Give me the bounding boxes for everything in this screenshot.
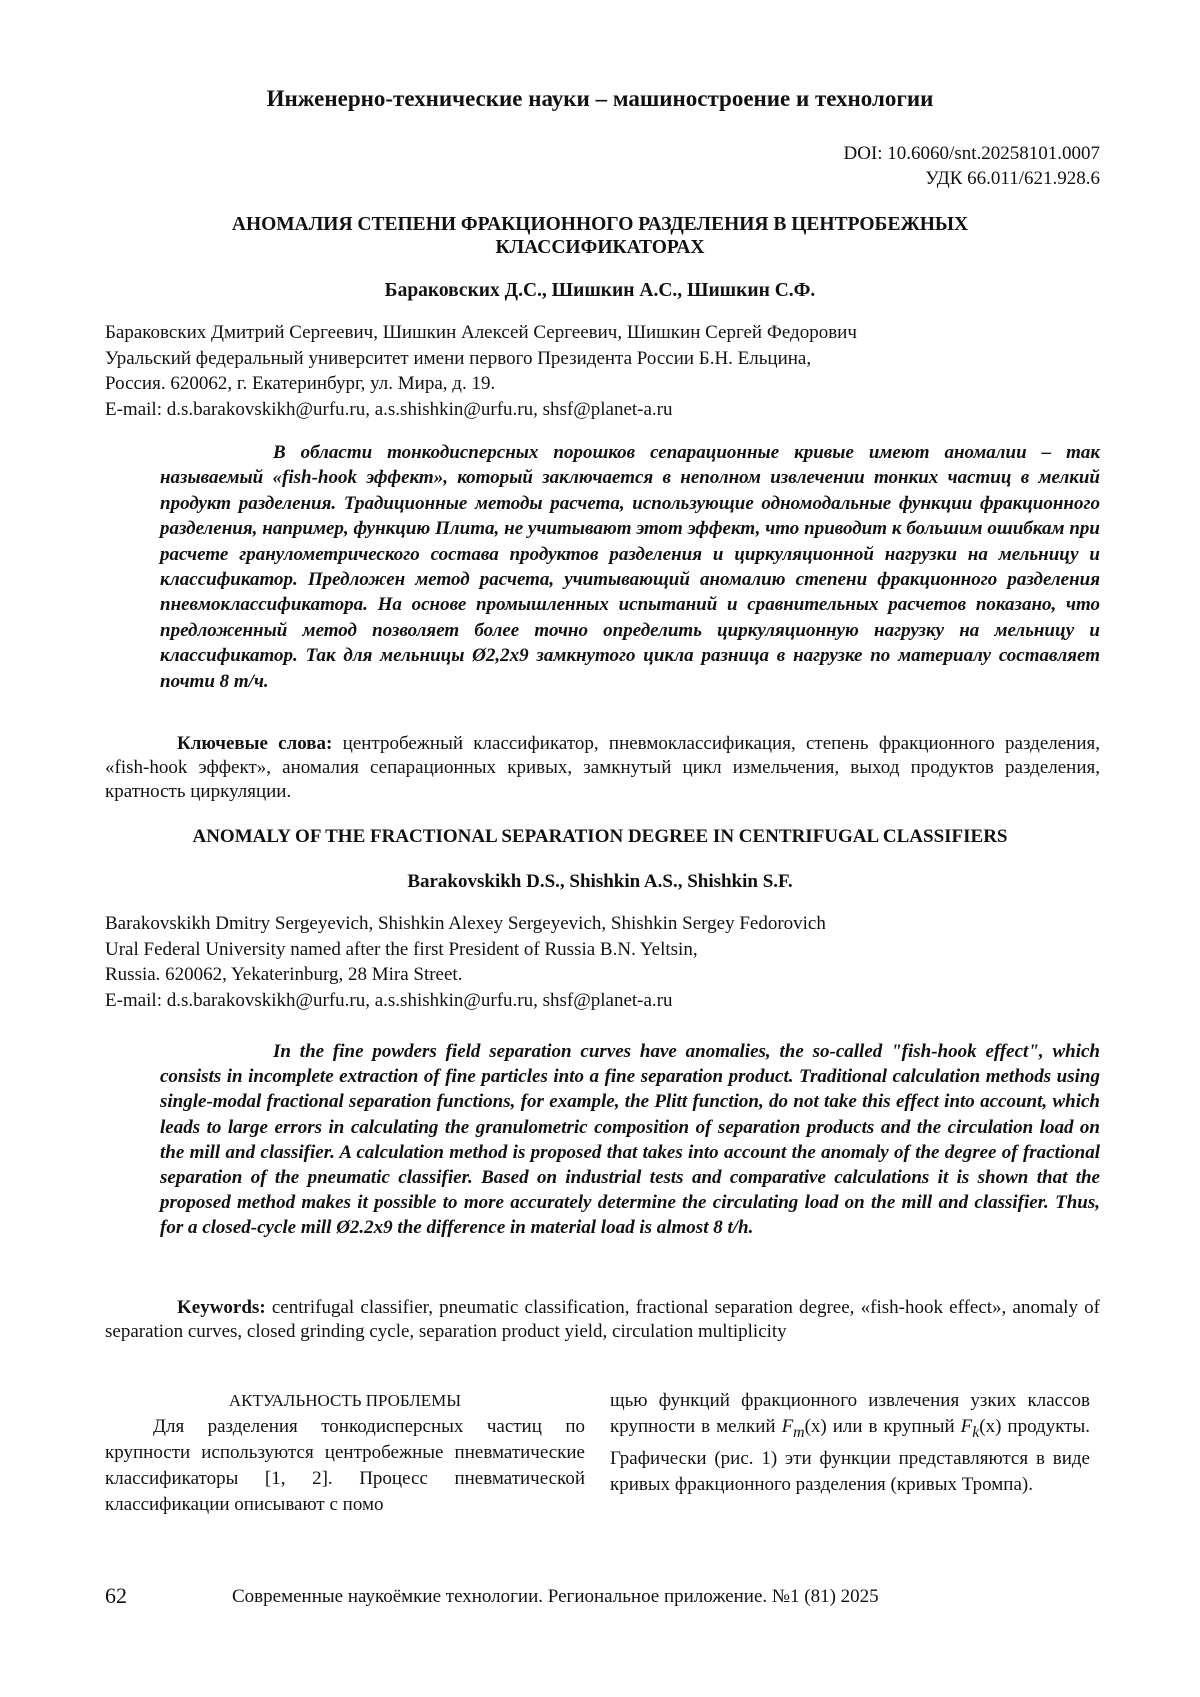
abstract-en: In the fine powders field separation curves have anomalies, the so-called "fish-hook effect", which consists in incomplete extraction of fine particles into a fine separation product. Traditional calculation methods using single-modal fractional separation functions, for example, the Plitt function, do not take this effect into account, which leads to large errors in calculating the granulometric composition of separation products and the circulation load on the mill and classifier. A calculation method is proposed that takes into account the anomaly of the degree of fractional separation of the pneumatic classifier. Based on industrial tests and comparative calculations it is shown that the proposed method makes it possible to more accurately determine the circulating load on the mill and classifier. Thus, for a closed-cycle mill Ø2.2x9 the difference in material load is almost 8 t/h.	[160, 1041, 1100, 1239]
section-heading: АКТУАЛЬНОСТЬ ПРОБЛЕМЫ	[228, 1391, 462, 1410]
affiliation-email: E-mail: d.s.barakovskikh@urfu.ru, a.s.shishkin@urfu.ru, shsf@planet-a.ru	[105, 398, 673, 420]
article-title-en: ANOMALY OF THE FRACTIONAL SEPARATION DEGREE IN CENTRIFUGAL CLASSIFIERS	[192, 826, 1008, 847]
body-text: продукты. Графически (рис. 1) эти функции представляются в виде кривых фракционного разделения (кривых Тромпа).	[610, 1416, 1091, 1495]
authors-en: Barakovskikh D.S., Shishkin A.S., Shishkin S.F.	[407, 871, 793, 892]
keywords-ru	[105, 732, 1100, 804]
body-text: или в крупный	[826, 1416, 961, 1437]
section-title: Инженерно-технические науки – машиностроение и технологии	[266, 86, 934, 111]
body-paragraph: щью функций фракционного извлечения узких классов крупности в мелкий $F_m(x)$ или в крупный $F_k(x)$ продукты. Графически (рис. 1) эти функции представляются в виде кривых фракционного разделения (кривых Тромпа).	[610, 1390, 1091, 1495]
article-title-ru-line2: КЛАССИФИКАТОРАХ	[495, 237, 705, 258]
formula-fk: $F_k$	[960, 1416, 980, 1441]
keywords-label: Ключевые слова:	[177, 733, 333, 754]
authors-ru: Бараковских Д.С., Шишкин А.С., Шишкин С.Ф.	[384, 280, 816, 301]
keywords-en	[105, 1296, 1100, 1344]
keywords-label: Keywords:	[177, 1297, 266, 1318]
affiliation-line: Бараковских Дмитрий Сергеевич, Шишкин Алексей Сергеевич, Шишкин Сергей Федорович	[105, 322, 857, 343]
affiliation-line: Россия. 620062, г. Екатеринбург, ул. Мира, д. 19.	[105, 373, 496, 394]
affiliation-line: Barakovskikh Dmitry Sergeyevich, Shishkin Alexey Sergeyevich, Shishkin Sergey Fedorovich	[105, 913, 826, 934]
body-column-left	[105, 1388, 585, 1518]
article-title-ru	[150, 213, 1050, 259]
affiliation-line: Ural Federal University named after the first President of Russia B.N. Yeltsin,	[105, 938, 698, 960]
body-column-right	[610, 1388, 1090, 1498]
affiliation-email: E-mail: d.s.barakovskikh@urfu.ru, a.s.shishkin@urfu.ru, shsf@planet-a.ru	[105, 989, 673, 1011]
affiliation-ru	[105, 320, 1105, 422]
journal-footer: Современные наукоёмкие технологии. Региональное приложение. №1 (81) 2025	[232, 1586, 879, 1607]
formula-fm: $F_m$	[781, 1416, 805, 1441]
keywords-text: центробежный классификатор, пневмоклассификация, степень фракционного разделения, «fish-hook эффект», аномалия сепарационных кривых, замкнутый цикл измельчения, выход продуктов разделения, кратность циркуляции.	[105, 733, 1100, 802]
keywords-text: centrifugal classifier, pneumatic classification, fractional separation degree, «fish-hook effect», anomaly of separation curves, closed grinding cycle, separation product yield, circulation multiplicity	[105, 1297, 1100, 1342]
page-number: 62	[105, 1583, 127, 1608]
body-paragraph: Для разделения тонкодисперсных частиц по крупности используются центробежные пневматические классификаторы [1, 2]. Процесс пневматической классификации описывают с помо	[105, 1416, 585, 1515]
udk: УДК 66.011/621.928.6	[925, 168, 1100, 189]
body-text: щью функций фракционного извлечения узких классов крупности в мелкий	[610, 1390, 1090, 1437]
abstract-ru: В области тонкодисперсных порошков сепарационные кривые имеют аномалии – так называемый «fish-hook эффект», который заключается в неполном извлечении тонких частиц в мелкий продукт разделения. Традиционные методы расчета, использующие одномодальные функции фракционного разделения, например, функцию Плита, не учитывают этот эффект, что приводит к большим ошибкам при расчете гранулометрического состава продуктов разделения и циркуляционной нагрузки на мельницу и классификатор. Предложен метод расчета, учитывающий аномалию степени фракционного разделения пневмоклассификатора. На основе промышленных испытаний и сравнительных расчетов показано, что предложенный метод позволяет более точно определить циркуляционную нагрузку на мельницу и классификатор. Так для мельницы Ø2,2х9 замкнутого цикла разница в нагрузке по материалу составляет почти 8 т/ч.	[160, 442, 1100, 692]
article-title-ru-line1: АНОМАЛИЯ СТЕПЕНИ ФРАКЦИОННОГО РАЗДЕЛЕНИЯ В ЦЕНТРОБЕЖНЫХ	[231, 214, 969, 235]
doi: DOI: 10.6060/snt.20258101.0007	[843, 143, 1100, 164]
affiliation-en	[105, 911, 1105, 1013]
affiliation-line: Уральский федеральный университет имени первого Президента России Б.Н. Ельцина,	[105, 347, 812, 369]
affiliation-line: Russia. 620062, Yekaterinburg, 28 Mira Street.	[105, 964, 463, 985]
